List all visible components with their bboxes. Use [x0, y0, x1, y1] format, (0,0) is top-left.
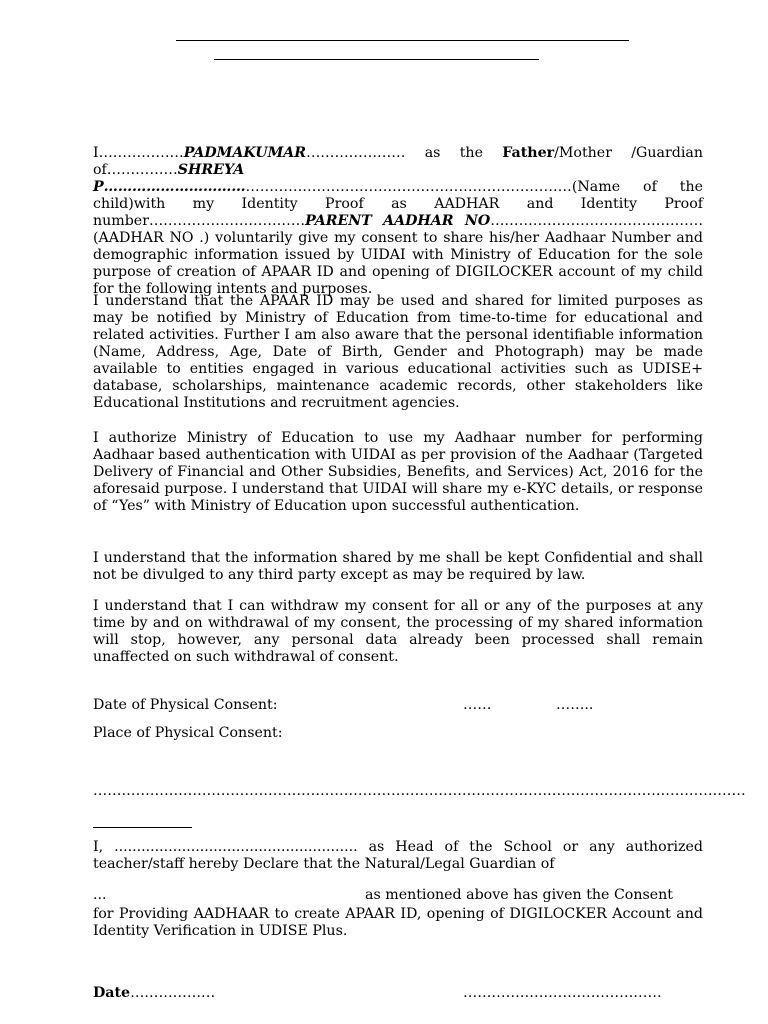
physical-date-label: Date of Physical Consent: [93, 697, 278, 713]
school-ellipsis: ... [93, 887, 107, 903]
footer-date [93, 985, 215, 1002]
signature-dotted-line: ………………………………………………………………………………………………………………………… [93, 783, 746, 799]
consent-after-aadhar: ……………………………………… (AADHAR NO .) voluntarily give my consent to share his/her Aadhaar Number and demographic information issued by UIDAI with Ministry of Education for the sole purpose of creation of APAAR ID and opening of DIGILOCKER account of my child for the following intents and purposes. [93, 213, 703, 297]
physical-date-dots-1: …… [463, 697, 492, 713]
consent-guardian-rest: /Mother /Guardian of…………… [93, 145, 703, 178]
consent-after-father: ………………… as the [306, 145, 503, 161]
father-word: Father [502, 145, 555, 161]
school-declaration: I, ...................................................... as Head of the School or any authorized teacher/staff hereby Declare that the Natural/Legal Guardian of [93, 839, 703, 872]
aadhar-number: PARENT AADHAR NO [305, 213, 491, 229]
paragraph-apaar-usage: I understand that the APAAR ID may be used and shared for limited purposes as may be notified by Ministry of Education from time-to-time for educational and related activities. Further I am also aware that the personal identifiable information (Name, Address, Age, Date of Birth, Gender and Photograph) may be made available to entities engaged in various educational activities such as UDISE+ database, scholarships, maintenance academic records, other stakeholders like Educational Institutions and recruitment agencies. [93, 293, 703, 411]
physical-date-dots-2: …….. [556, 697, 594, 713]
school-continuation: for Providing AADHAAR to create APAAR ID, opening of DIGILOCKER Account and Identity Verification in UDISE Plus. [93, 906, 703, 939]
paragraph-withdrawal: I understand that I can withdraw my consent for all or any of the purposes at any time by and on withdrawal of my consent, the processing of my shared information will stop, however, any personal data already been processed shall remain unaffected on such withdrawal of consent. [93, 598, 703, 665]
consent-i-prefix: I……………… [93, 145, 184, 161]
paragraph-confidential: I understand that the information shared by me shall be kept Confidential and shall not be divulged to any third party except as may be required by law. [93, 550, 703, 583]
father-name: PADMAKUMAR [183, 145, 307, 161]
section-divider-rule [93, 827, 192, 828]
child-name: SHREYA P………………………… [93, 162, 246, 195]
physical-place-label: Place of Physical Consent: [93, 725, 283, 741]
school-mentioned: as mentioned above has given the Consent [365, 887, 674, 903]
header-rule-second [214, 59, 539, 60]
header-rule-top [176, 40, 629, 41]
footer-signature-dots: …………………………………… [463, 985, 662, 1001]
consent-paragraph [93, 145, 703, 298]
consent-after-child: ……………………………………………………………(Name of the child)with my Identity Proof as AADHAR and Identity Proof number…………………………… [93, 179, 703, 229]
footer-date-label: Date [93, 985, 131, 1001]
paragraph-authorization: I authorize Ministry of Education to use my Aadhaar number for performing Aadhaar based authentication with UIDAI as per provision of the Aadhaar (Targeted Delivery of Financial and Other Subsidies, Benefits, and Services) Act, 2016 for the aforesaid purpose. I understand that UIDAI will share my e-KYC details, or response of “Yes” with Ministry of Education upon successful authentication. [93, 430, 703, 514]
footer-date-dots: ……………… [130, 985, 216, 1001]
